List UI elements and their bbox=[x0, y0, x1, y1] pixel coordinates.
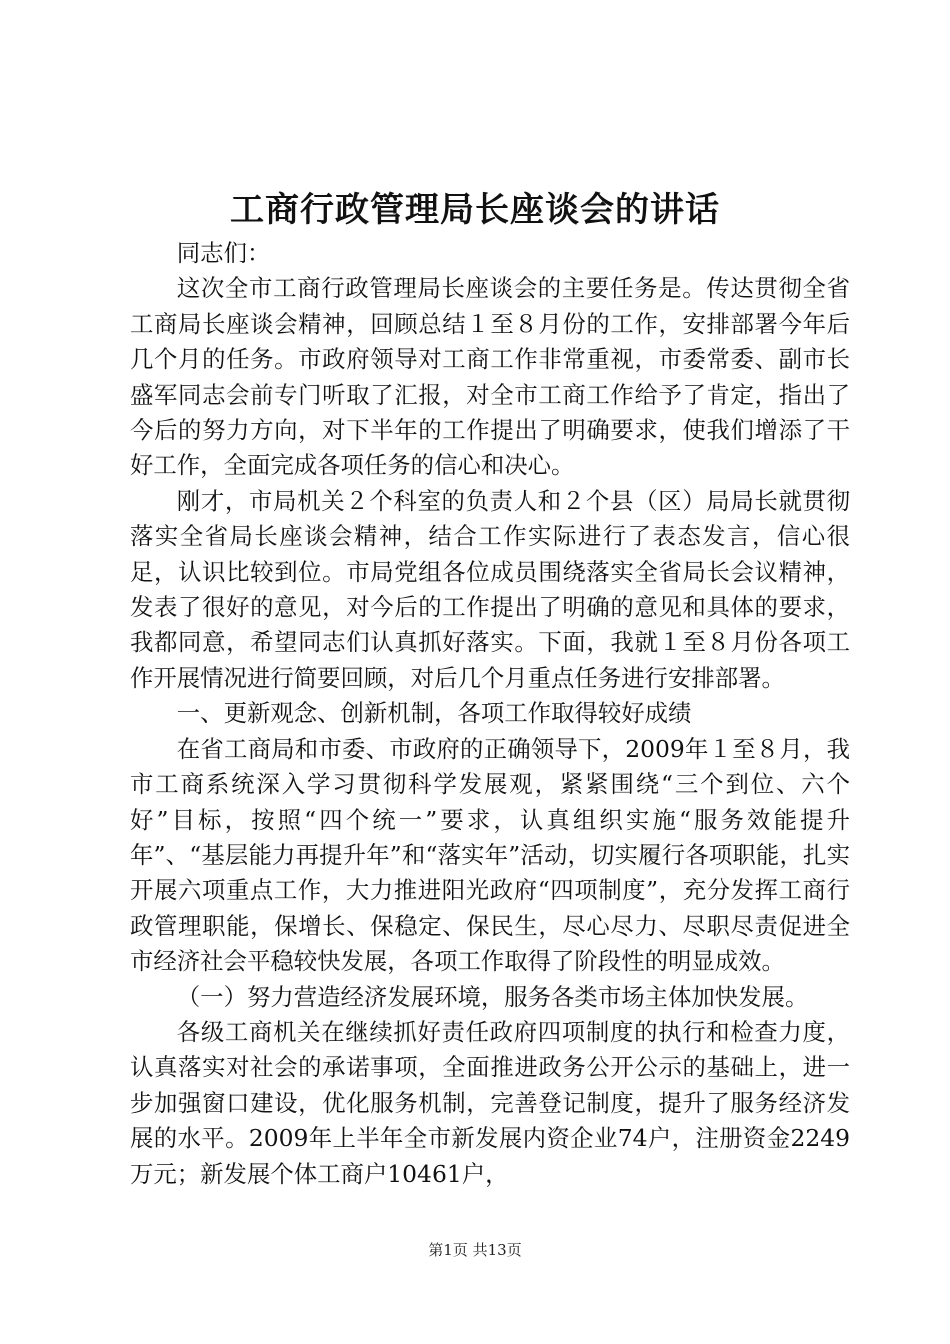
salutation-paragraph: 同志们： bbox=[176, 239, 271, 267]
document-body bbox=[130, 236, 850, 1192]
page-number-footer: 第1页 共13页 bbox=[428, 1241, 522, 1259]
body-paragraph: 在省工商局和市委、市政府的正确领导下，2009年１至８月，我市工商系统深入学习贯彻科学发展观，紧紧围绕“三个到位、六个好”目标，按照“四个统一”要求，认真组织实施“服务效能提升年”、“基层能力再提升年”和“落实年”活动，切实履行各项职能，扎实开展六项重点工作，大力推进阳光政府“四项制度”，充分发挥工商行政管理职能，保增长、保稳定、保民生，尽心尽力、尽职尽责促进全市经济社会平稳较快发展，各项工作取得了阶段性的明显成效。 bbox=[130, 734, 850, 976]
body-paragraph: 这次全市工商行政管理局长座谈会的主要任务是。传达贯彻全省工商局长座谈会精神，回顾总结１至８月份的工作，安排部署今年后几个月的任务。市政府领导对工商工作非常重视，市委常委、副市长盛军同志会前专门听取了汇报，对全市工商工作给予了肯定，指出了今后的努力方向，对下半年的工作提出了明确要求，使我们增添了干好工作，全面完成各项任务的信心和决心。 bbox=[130, 274, 850, 480]
document-title: 工商行政管理局长座谈会的讲话 bbox=[230, 190, 720, 230]
subsection-heading: （一）努力营造经济发展环境，服务各类市场主体加快发展。 bbox=[176, 982, 809, 1011]
section-heading: 一、更新观念、创新机制，各项工作取得较好成绩 bbox=[176, 699, 692, 728]
body-paragraph: 各级工商机关在继续抓好责任政府四项制度的执行和检查力度，认真落实对社会的承诺事项，全面推进政务公开公示的基础上，进一步加强窗口建设，优化服务机制，完善登记制度，提升了服务经济发展的水平。2009年上半年全市新发展内资企业74户，注册资金2249万元；新发展个体工商户10461户， bbox=[130, 1017, 850, 1188]
body-paragraph: 刚才，市局机关２个科室的负责人和２个县（区）局局长就贯彻落实全省局长座谈会精神，结合工作实际进行了表态发言，信心很足，认识比较到位。市局党组各位成员围绕落实全省局长会议精神，发表了很好的意见，对今后的工作提出了明确的意见和具体的要求，我都同意，希望同志们认真抓好落实。下面，我就１至８月份各项工作开展情况进行简要回顾，对后几个月重点任务进行安排部署。 bbox=[130, 486, 850, 692]
